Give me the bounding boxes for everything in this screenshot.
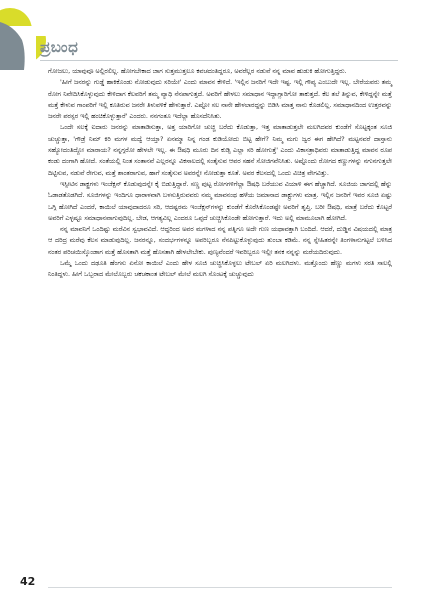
paragraph: 'ಹೀಗೆ ಜನರನ್ನು ಗುಡ್ಡೆ ಹಾಕಿಕೊಂಡು ನೋಡುವುದು ಸರಿಯೇ' ಎಂದು ಮಾವನ ಕೇಳಿದೆ. 'ಇಲ್ಲಿನ ಜನರಿಗೆ ಇದೇ ಇಷ್ಟ. ಇಲ್ಲಿ ಗೌಪ್ಯ ಎಂಬುದೇ ಇಲ್ಲ. ಬೇರೆಯವರು ತಮ್ಮ ರೋಗ ನಿವೇದಿಸಿಕೊಳ್ಳುವುದು ಕೇಳಿದಾಗ ಕೆಲವರಿಗೆ ತಮ್ಮ ವ್ಯಾಧಿ ನೆನಪಾಗುತ್ತದೆ. ಅವರಿಗೆ ಹೇಳಲು ಸಮಾಧಾನ ಇದ್ದಾಗ್ಲಾರಿಗೋ ತಾಕುತ್ತದೆ. ಕೆಲ ತಲೆ ತಿನ್ನುವ, ಕೇಳಿದ್ದನ್ನೇ ಮತ್ತೆ ಮತ್ತೆ ಕೇಳುವ ಗಾಂಪರಿಗೆ ಇಲ್ಲಿ ಕೂತಿರುವ ಜನರೇ ತಿಳುವಳಿಕೆ ಹೇಳುತ್ತಾರೆ. ಎಷ್ಟೋ ಸಲ ನಾನೇ ಹೇಳಲಾರದ್ದನ್ನು ಬಿಡಿಸಿ ಮಾತ್ತ ನಾನು ಕೊಡಲಿಲ್ಲ. ಸಮಾಧಾನದಿಂದ ಉತ್ತರವನ್ನು ಜನರೇ ಪರಸ್ಪರ ಇಲ್ಲಿ ಹಂಚಿಕೊಳ್ಳುತ್ತಾರೆ' ಎಂದರು. ನನಗಂತೂ ಇದೆಲ್ಲಾ ಹೊಸದೆನಿಸಿತು. bbox=[48, 78, 392, 121]
paragraph: ಗೋಜಲು, ಯಾವುವೂ ಅಲ್ಲಿರಲಿಲ್ಲ. ಹೋಗಬೇಕಾದ ಜಾಗ ಸುತ್ತಮುತ್ತಲೂ ಕವಚದಂತಿದ್ದರೂ, ಅವರೆಲ್ಲರ ನಡುವೆ ನನ್ನ ಮಾವ ಹುಡುಕಿ ಹೋಗುತ್ತಿದ್ದರು. bbox=[48, 67, 347, 75]
paragraph: ಒಂದೇ ಸಲಕ್ಕೆ ಐದಾರು ಜನರನ್ನು ಮಾತಾಡಿಸುತ್ತಾ, ಅತ್ತ ಯಾರಿಗೋ ಚುಚ್ಚಿ ಬರೆದು ಕೊಡುತ್ತಾ, ಇತ್ತ ಮಾತಾಡುತ್ತಲೇ ಮಲಗಿದವರ ಕುಂಡೆಗೆ ಸೊಟ್ಟಕ್ಕಂತ ಸೂಜಿ ಚುಚ್ಚುತ್ತಾ, 'ಗೌಡ್ರೆ ನಿಮ್ ಕಿರಿ ಮಗಳ ಮದ್ವೆ ಆಯ್ತಾ? ಏನಮ್ಮಾ ನಿನ್ನ ಗಂಡ ಕುಡಿಯೋದು ಬಿಟ್ಟ ಹೇಗೆ? ನಿಮ್ಮ ಮಗು ಜ್ವರ ಈಗ ಹೇಗಿದೆ? ಮಟ್ಟನವರೆ ದಾಸ್ತಾನು ಸಹ್ಯೋದಂತಿದ್ದೋ ಮಾರಾಯ? ನನ್ನಗ್ಗರೋ ಹೇಳಲೇ ಇಲ್ಲ. ಈ ಔಷಧಿ ಮೂರು ದಿನ ಕುಡ್ಸಿ ಎಲ್ಲಾ ಸರಿ ಹೋಗುತ್ತೆ' ಎಂದು ವಿಕಾಸತ್ರಾಧಿವರು ಮಾತಾಡುತ್ತಿದ್ದ ಮಾವನ ರೂಪ ಕಂಡು ದಂಗಾಗಿ ಹೋದೆ. ಸಂತೆಯಲ್ಲಿ ನಿಂತ ಸಂತಾನವೆ ಎಲ್ಲರನ್ನೂ ವಿಕಸಾಲದಲ್ಲಿ ಸಂತೈಸುವ ಆವರ ಸಹನೆ ಸೋಜಿಗವೆನಿಸಿತು. ಅಷ್ಟೊಂದು ರೋಗದ ಕಣ್ಣುಗಳನ್ನು ನಗುನಗುತ್ತಲೇ ದಿಟ್ಟಿಸುವ, ನಡುವೆ ರೇಗುವ, ಮತ್ತೆ ಶಾಂತರಾಗುವ, ಹಾಗೆ ಸಂತೈಸುವ ಅವರನ್ನೇ ನೋಡುತ್ತಾ ಕೂತೆ. ಅವರ ಕೆಲಸದಲ್ಲಿ ಒಂದು ವಿಚಿತ್ರ ವೇಗವಿತ್ತು. bbox=[48, 123, 392, 177]
section-label: ಪ್ರಬಂಧ bbox=[40, 38, 79, 56]
paragraph: ಒಮ್ಮೆ ಒಂದು ದಢೂತಿ ಹೆಂಗಸು ಏನೋ ಕಾಯಿಲೆ ಎಂದು ಹೇಳ ಸೂಜಿ ಚುಚ್ಚಿಸಿಕೊಳ್ಳಲು ಟೇಬಲ್ ಏರಿ ಮಲಗಿದಳು. ಮತ್ತೊಂದು ಹೆಣ್ಣು ಮಗಳು ಸರತಿ ಸಾಲಲ್ಲಿ ನಿಂತಿದ್ದಳು. ಹೀಗೆ ಒಬ್ಬರಾದ ಮೇಲೊಬ್ಬರು ಚಕಚಕಾಂತ ಟೇಬಲ್ ಮೇಲೆ ಮಲಗಿ ಸೊಂಟಕ್ಕೆ ಚುಚ್ಚುವುದು bbox=[48, 259, 392, 279]
paragraph: ನನ್ನ ಮಾವನಿಗೆ ಒಂದಿಷ್ಟು ಮರೆವಿನ ಸ್ವಭಾವವಿದೆ. ಆದ್ದರಿಂದ ಅವರ ಮಗಳಾದ ನನ್ನ ಪತ್ನಿಗೂ ಅದೇ ಗುಣ ಯಥಾವತ್ತಾಗಿ ಬಂದಿದೆ. ಆದರೆ, ದುಡ್ಡಿನ ವಿಷಯದಲ್ಲಿ ಮಾತ್ರ ಆ ದರಿದ್ರ ಮರೆವು ಕೆಲಸ ಮಾಡುವುದಿಲ್ಲ. ಜನರನ್ನೂ, ಸಂದರ್ಭಗಳನ್ನೂ ಅವರಿಬ್ಬರೂ ನೆನಪಿಟ್ಟುಕೊಳ್ಳುವುದು ತುಂಬಾ ಕಡಿಮೆ. ನನ್ನ ಸ್ನೇಹಿತರನ್ನೇ ತಿಂಗಳಾನುಗಟ್ಟಲೆ ಬಳಿಸಿದ ನಂತರ ಪರಿಚಯಿಸ್ಕೊಂಡಾಗ ಮತ್ತೆ ಹೊಸತಾಗಿ ಮತ್ತೆ ಹೊಸತಾಗಿ ಹೇಳಲೇಬೇಕು. ಪುಣ್ಯವೆಂದರೆ ಇವರಿಬ್ಬರೂ ಇಲ್ಲೀ ತನಕ ನನ್ನನ್ನು ಮರೆಯದಿರುವುದು. bbox=[48, 225, 392, 256]
article-body bbox=[48, 66, 392, 281]
footer-divider bbox=[48, 587, 392, 588]
header-divider bbox=[40, 60, 398, 61]
page-number: 42 bbox=[20, 575, 36, 588]
paragraph: ಇಸ್ಪೀಟಿನ ಡಾಕ್ಟ್ರಗಳು ಇಂಜೆಕ್ಷನ್ ಕೊಡುವುದನ್ನೇ ಕೈ ಬಿಡುತ್ತಿದ್ದಾರೆ. ಸಣ್ಣ ಪುಟ್ಟ ರೋಗಗಳಿಗೆಲ್ಲಾ ಔಷಧಿ ಬರೆಯುವ ವಿಯಾಳಿ ಈಗ ಹೆಚ್ಚಾಗಿದೆ. ಸೂಜಿಯ ಜಾಗದಲ್ಲಿ ಹೆನ್ನು ಓಡಾಡತೊಡಗಿದೆ. ಸೂಜಿಗಳನ್ನು ಇಂದಿಗೂ ಧಾರಾಳವಾಗಿ ಬಳಸುತ್ತಿರುವವರು ನಮ್ಮ ಮಾವನಂಥ ಹಳೆಯ ಜಮಾನಾದ ಡಾಕ್ಟ್ರುಗಳು ಮಾತ್ರ. ಇಲ್ಲಿನ ಜನರಿಗೆ ಇವರ ಸೂಜಿ ಏಷ್ಟು ಒಗ್ಗಿ ಹೋಗಿದೆ ಎಂದರೆ, ಕಾಯಿಲೆ ಯಾವುದಾದರೂ ಸರಿ, ಆದಷ್ಟರಮ ಇಂಜೆಕ್ಷನ್‌ಗಳನ್ನು ಕುಂಡೆಗೆ ಕೊರೆಸಿಕೊಂಡಷ್ಟೇ ಅವರಿಗೆ ತೃಪ್ತಿ. ಬರೀ ಔಷಧಿ, ಮಾತ್ರೆ ಬರೆದು ಕೊಟ್ಟರೆ ಅವರಿಗೆ ಎಳ್ಳಷ್ಟೂ ಸಮಾಧಾನವಾಗುವುದಿಲ್ಲ. ಬೇಡ, ಆಗತ್ಯವಿಲ್ಲ ಎಂದರೂ ಒಪ್ಪದೆ ಚುಚ್ಚಿಸಿಕೊಂಡೇ ಹೋಗುತ್ತಾರೆ. ಇದು ಅಲ್ಲಿ ಮಾಮೂಲಾಗಿ ಹೋಗಿದೆ. bbox=[48, 179, 392, 222]
